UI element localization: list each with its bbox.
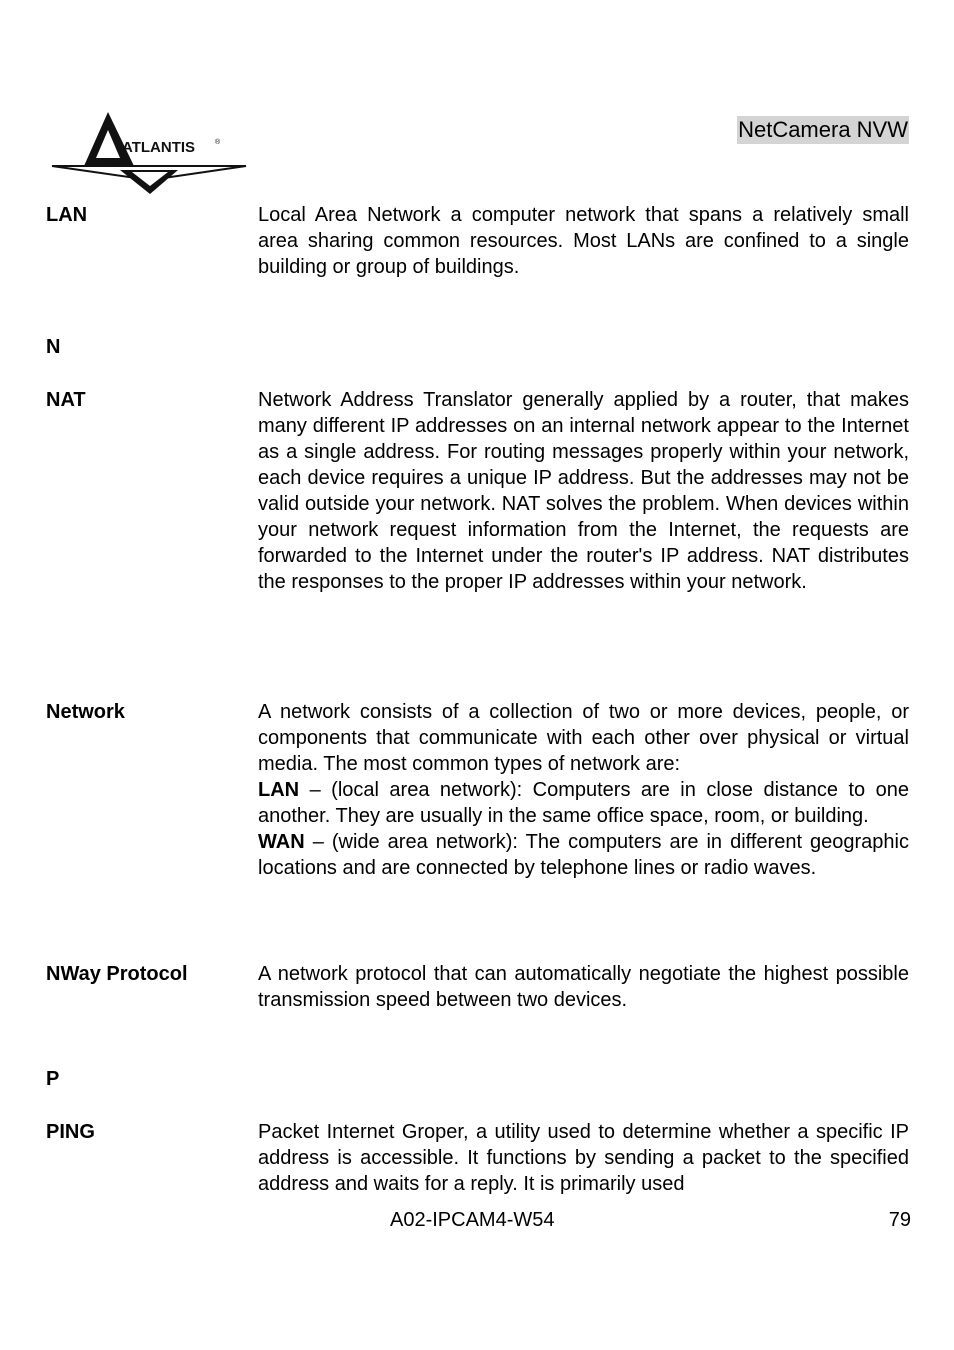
definition-network-intro: A network consists of a collection of two or more devices, people, or components that communicate with each other over physical or virtual media. The most common types of network are: (258, 701, 909, 775)
term-ping: PING (46, 1121, 95, 1143)
section-heading-p: P (46, 1068, 60, 1090)
svg-text:ATLANTIS: ATLANTIS (122, 139, 196, 156)
atlantis-land-logo (50, 108, 250, 198)
definition-nat (258, 387, 909, 595)
section-heading-n: N (46, 336, 61, 358)
network-lan-text: – (local area network): Computers are in close distance to one another. They are usually in the same office space, room, or building. (258, 779, 909, 827)
definition-ping (258, 1119, 909, 1197)
definition-nway-protocol (258, 961, 909, 1013)
network-wan-label: WAN (258, 831, 305, 853)
term-nway-protocol: NWay Protocol (46, 963, 188, 985)
definition-nway-text: A network protocol that can automatically negotiate the highest possible transmission speed between two devices. (258, 963, 909, 1011)
term-nat: NAT (46, 389, 86, 411)
network-wan-text: – (wide area network): The computers are in different geographic locations and are connected by telephone lines or radio waves. (258, 831, 909, 879)
definition-network (258, 699, 909, 881)
document-title: NetCamera NVW (738, 117, 908, 142)
definition-network-lan (258, 777, 909, 829)
term-network: Network (46, 701, 125, 723)
page-number: 79 (888, 1209, 911, 1231)
footer-model-code: A02-IPCAM4-W54 (390, 1209, 555, 1231)
term-lan: LAN (46, 204, 88, 226)
definition-ping-text: Packet Internet Groper, a utility used to determine whether a specific IP address is accessible. It functions by sending a packet to the specified address and waits for a reply. It is primarily used (258, 1121, 909, 1195)
definition-lan-text: Local Area Network a computer network that spans a relatively small area sharing common resources. Most LANs are confined to a single building or group of buildings. (258, 204, 909, 278)
definition-nat-text: Network Address Translator generally applied by a router, that makes many different IP addresses on an internal network appear to the Internet as a single address. For routing messages properly within your network, each device requires a unique IP address. But the addresses may not be valid outside your network. NAT solves the problem. When devices within your network request information from the Internet, the requests are forwarded to the Internet under the router's IP address. NAT distributes the responses to the proper IP addresses within your network. (258, 389, 909, 593)
definition-network-wan (258, 829, 909, 881)
svg-text:AND: AND (108, 158, 130, 169)
network-lan-label: LAN (258, 779, 300, 801)
definition-lan (258, 202, 909, 280)
svg-text:®: ® (215, 139, 221, 146)
